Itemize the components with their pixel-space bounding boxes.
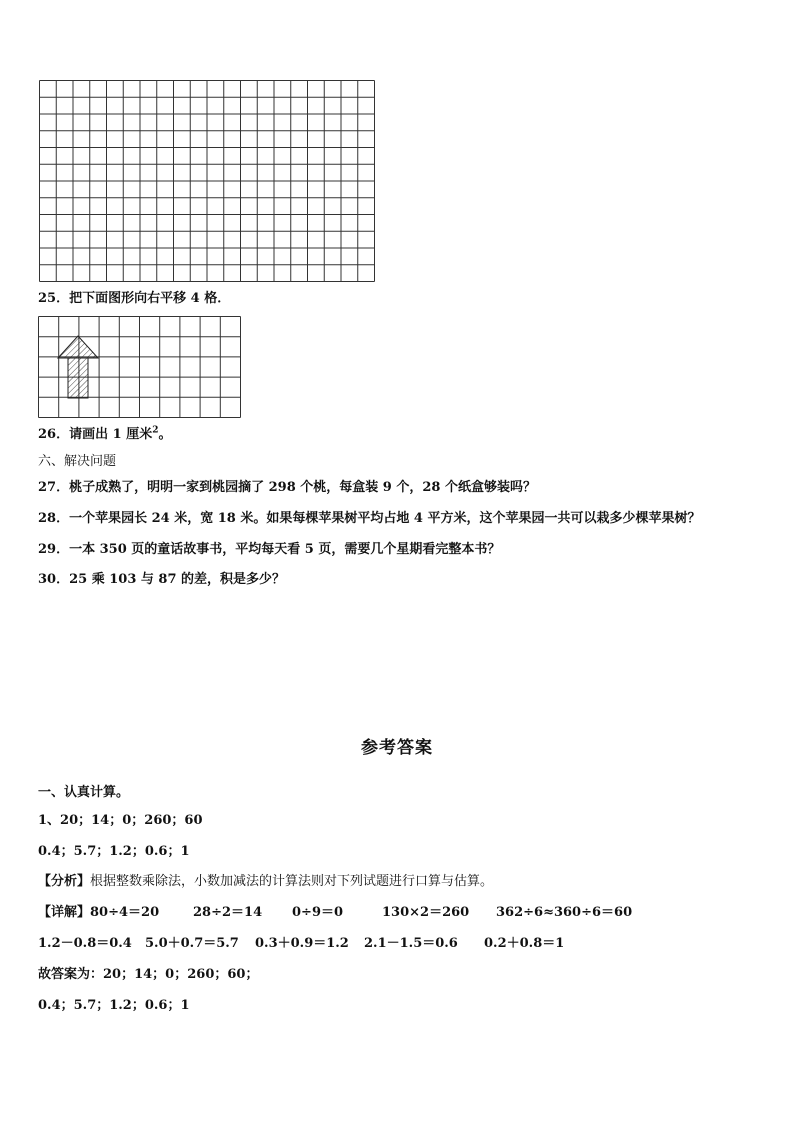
- section-6-heading: 六、解决问题: [38, 454, 117, 469]
- question-text: 一个苹果园长 24 米，宽 18 米。如果每棵苹果树平均占地 4 平方米，这个苹果园一共可以栽多少棵苹果树？: [69, 511, 701, 526]
- arrow-shaft: [68, 358, 88, 398]
- detail-expr: 0.2＋0.8＝1: [484, 936, 565, 951]
- detail-expr: 1.2－0.8＝0.4: [38, 936, 132, 951]
- detail-row-1: [38, 905, 159, 921]
- detail-tag: 【详解】: [38, 905, 91, 920]
- conclusion-line-1: 故答案为：20；14；0；260；60；: [38, 967, 259, 982]
- arrow-grid: [38, 316, 244, 419]
- detail-expr: 0÷9＝0: [292, 905, 344, 920]
- question-number: 27．: [38, 480, 70, 495]
- question-number: 29．: [38, 542, 70, 557]
- question-26: [38, 427, 171, 443]
- question-29: [38, 542, 500, 558]
- analysis-line: [38, 874, 493, 890]
- question-text: 25 乘 103 与 87 的差，积是多少？: [69, 572, 286, 587]
- question-number: 28．: [38, 511, 70, 526]
- question-number: 26．: [38, 427, 70, 442]
- question-27: [38, 480, 536, 496]
- analysis-tag: 【分析】: [38, 874, 91, 889]
- detail-expr: 0.3＋0.9＝1.2: [255, 936, 349, 951]
- arrow-figure: [58, 336, 98, 398]
- conclusion-line-2: 0.4；5.7；1.2；0.6；1: [38, 998, 190, 1013]
- detail-expr: 80÷4＝20: [90, 905, 160, 920]
- question-30: [38, 572, 285, 588]
- superscript: 2: [152, 425, 159, 436]
- answers-title: 参考答案: [361, 738, 433, 758]
- answers-section-1: 一、认真计算。: [38, 785, 130, 800]
- question-number: 25．: [38, 291, 70, 306]
- question-25: [38, 291, 230, 307]
- detail-expr: 28÷2＝14: [193, 905, 263, 920]
- detail-expr: 2.1－1.5＝0.6: [364, 936, 458, 951]
- question-28: [38, 511, 700, 527]
- answer-1-line-2: 0.4；5.7；1.2；0.6；1: [38, 844, 190, 859]
- answer-1-line-1: 1、20；14；0；260；60: [38, 813, 203, 828]
- detail-expr: 5.0＋0.7＝5.7: [145, 936, 239, 951]
- blank-grid-large: [39, 80, 377, 282]
- question-text: 一本 350 页的童话故事书，平均每天看 5 页，需要几个星期看完整本书？: [69, 542, 501, 557]
- question-text: 把下面图形向右平移 4 格．: [69, 291, 231, 306]
- detail-expr: 362÷6≈360÷6＝60: [496, 905, 633, 920]
- question-end: 。: [158, 427, 172, 442]
- question-number: 30．: [38, 572, 70, 587]
- analysis-text: 根据整数乘除法，小数加减法的计算法则对下列试题进行口算与估算。: [90, 874, 494, 889]
- detail-expr: 130×2＝260: [382, 905, 470, 920]
- arrow-head: [58, 336, 98, 358]
- question-text: 请画出 1 厘米: [69, 427, 153, 442]
- question-text: 桃子成熟了，明明一家到桃园摘了 298 个桃，每盒装 9 个，28 个纸盒够装吗？: [69, 480, 536, 495]
